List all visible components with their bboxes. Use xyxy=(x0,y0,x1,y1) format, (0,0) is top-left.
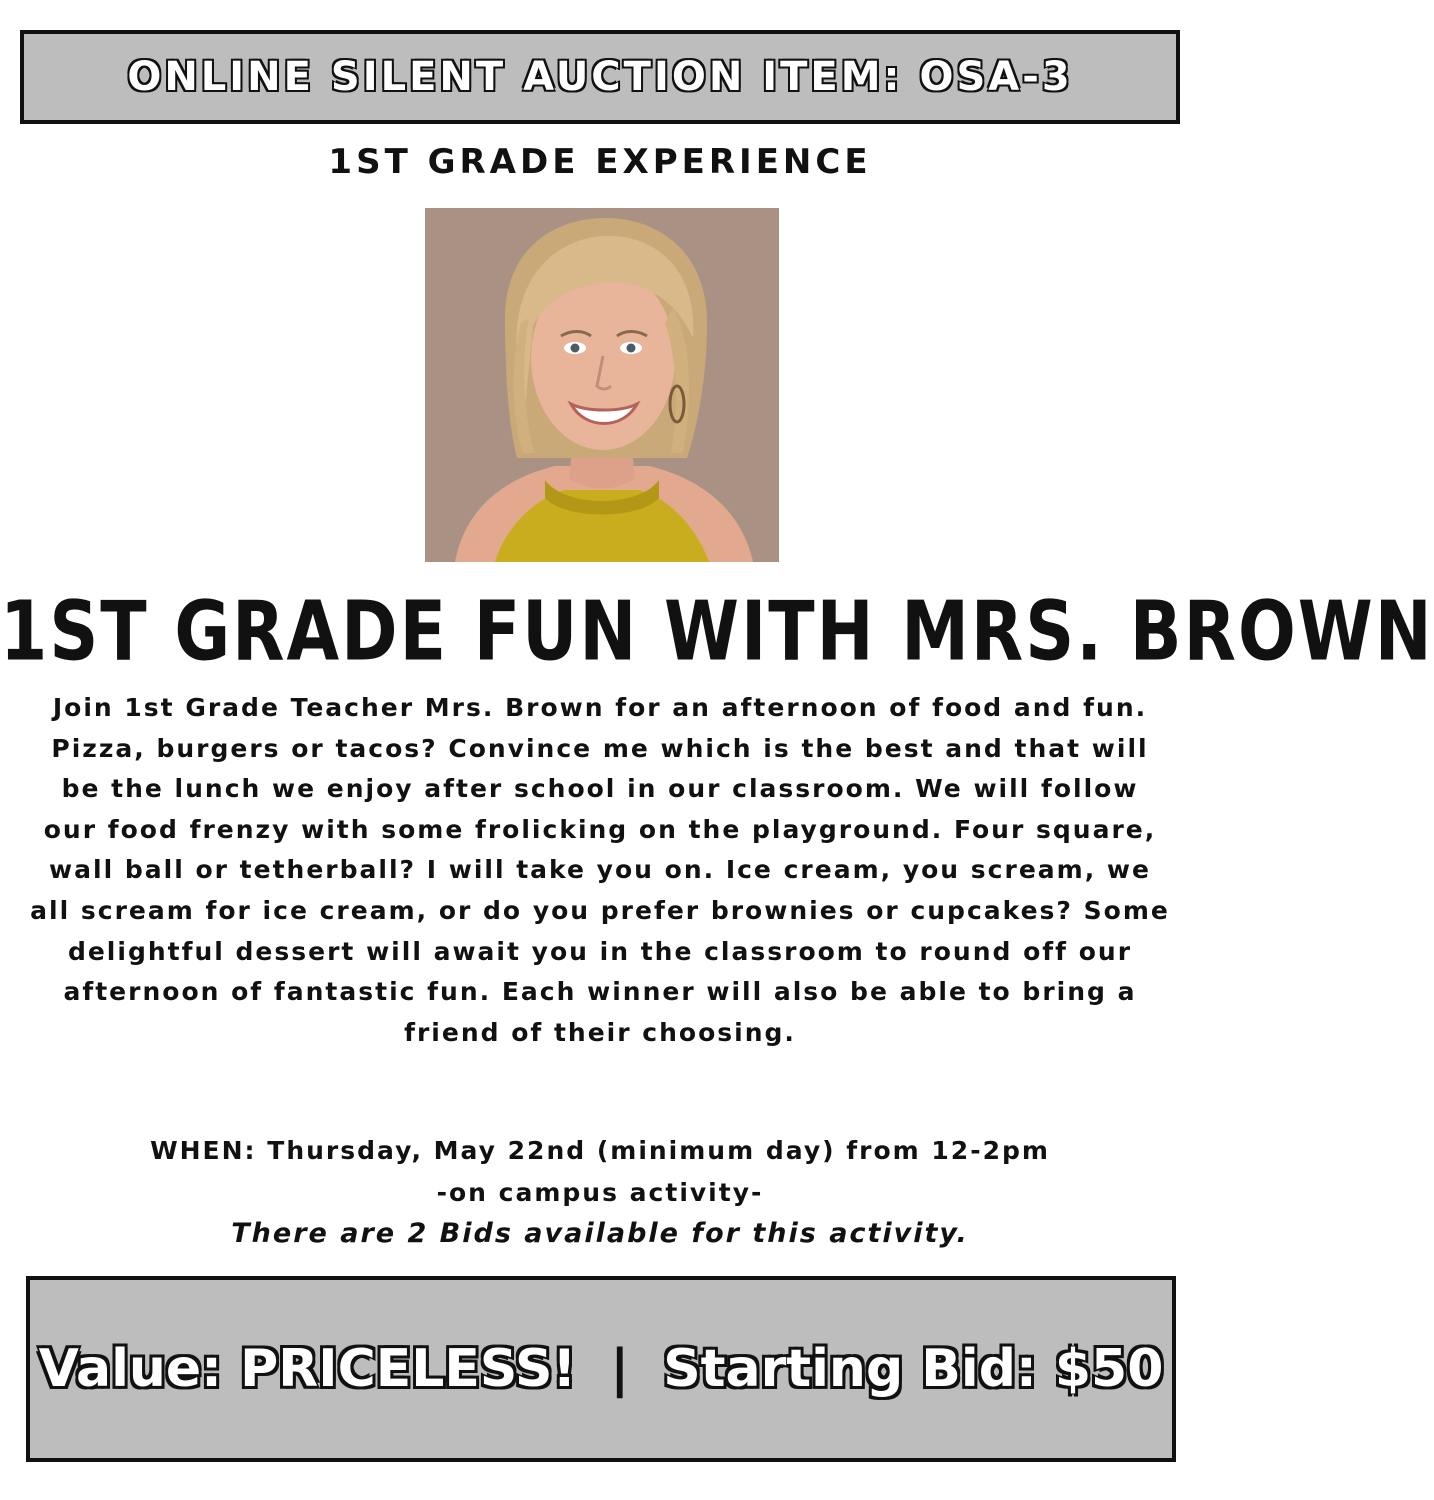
when-value: Thursday, May 22nd (minimum day) from 12-2pm xyxy=(256,1136,1050,1165)
starting-bid-text: Starting Bid: $50 xyxy=(663,1339,1164,1399)
experience-subtitle: 1ST GRADE EXPERIENCE xyxy=(328,142,872,182)
teacher-photo xyxy=(425,208,779,562)
activity-headline: 1ST GRADE FUN WITH MRS. BROWN xyxy=(0,585,1434,680)
bids-available-note: There are 2 Bids available for this activity. xyxy=(231,1218,969,1249)
when-label: WHEN: xyxy=(150,1136,257,1165)
teacher-portrait-image xyxy=(425,208,779,562)
top-banner xyxy=(20,30,1180,124)
activity-description: Join 1st Grade Teacher Mrs. Brown for an afternoon of food and fun. Pizza, burgers or tacos? Convince me which is the best and that will be the lunch we enjoy after school in our classroom. We will follow our food frenzy with some frolicking on the playground. Four square, wall ball or tetherball? I will take you on. Ice cream, you scream, we all scream for ice cream, or do you prefer brownies or cupcakes? Some delightful dessert will await you in the classroom to round off our afternoon of fantastic fun. Each winner will also be able to bring a friend of their choosing. xyxy=(30,693,1170,1047)
auction-item-title: ONLINE SILENT AUCTION ITEM: OSA-3 xyxy=(127,54,1073,100)
location-note: -on campus activity- xyxy=(436,1178,764,1207)
value-text: Value: PRICELESS! xyxy=(38,1339,577,1399)
price-separator: | xyxy=(610,1339,630,1399)
when-line xyxy=(0,1136,1200,1165)
price-banner xyxy=(26,1276,1176,1462)
